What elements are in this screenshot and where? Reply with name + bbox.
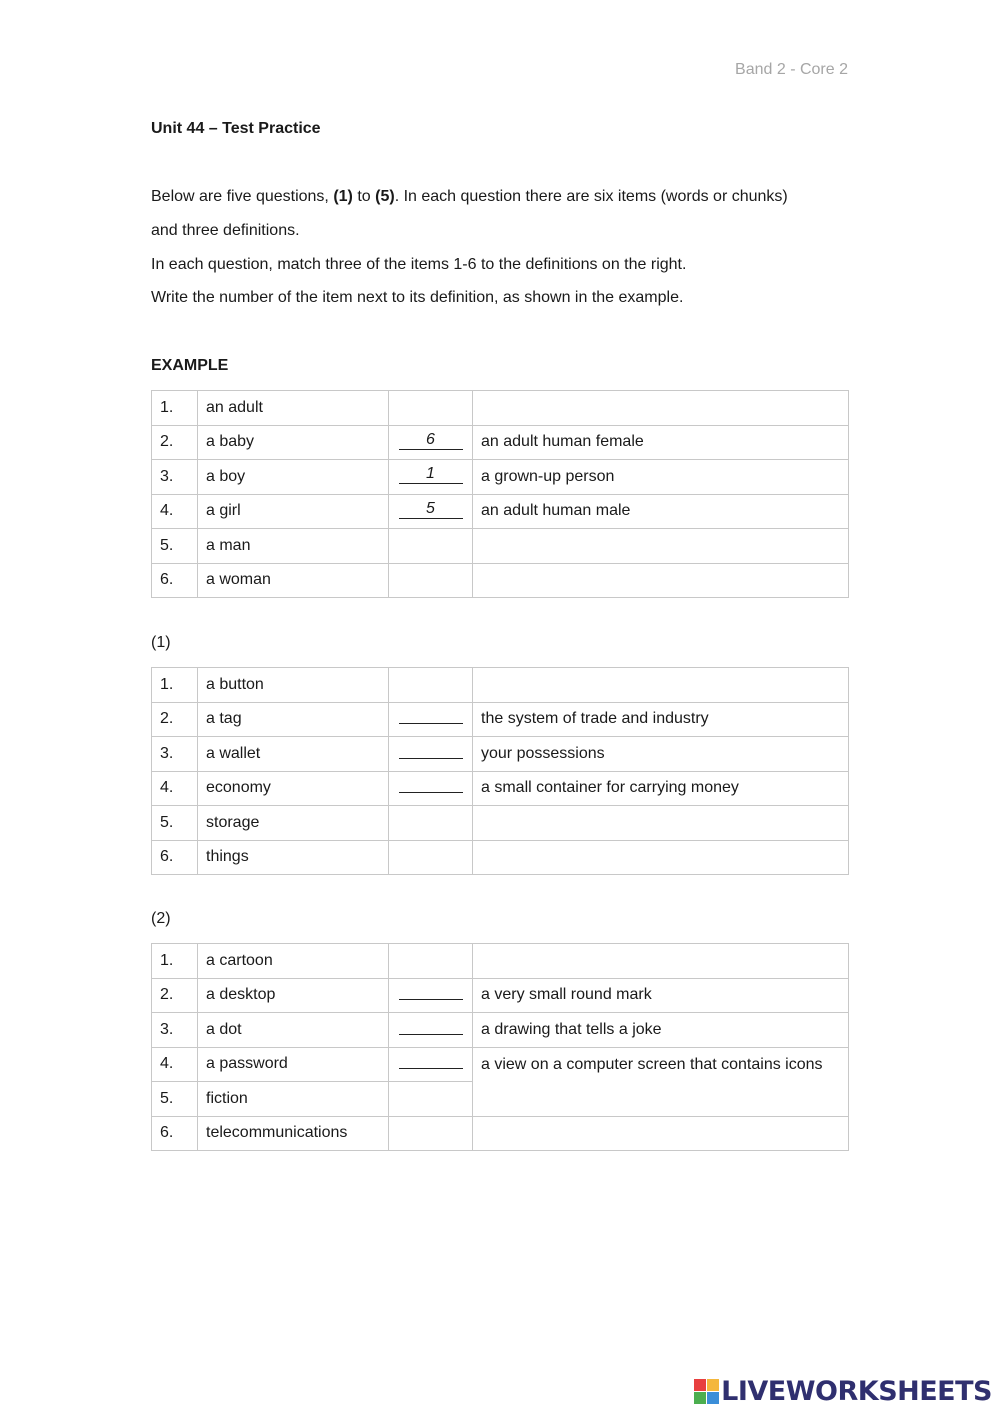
definition-text: a view on a computer screen that contains icons — [473, 1047, 849, 1116]
item-text: a dot — [198, 1013, 389, 1048]
item-text: a cartoon — [198, 944, 389, 979]
logo-square — [707, 1379, 719, 1391]
question-2-table — [151, 943, 849, 1151]
answer-cell — [389, 702, 473, 737]
answer-cell — [389, 737, 473, 772]
item-text: things — [198, 840, 389, 875]
definition-text — [473, 944, 849, 979]
item-number: 6. — [152, 840, 198, 875]
answer-input[interactable] — [399, 705, 463, 724]
question-1-label: (1) — [151, 634, 171, 651]
item-text: a girl — [198, 494, 389, 529]
item-text: a tag — [198, 702, 389, 737]
table-row — [152, 494, 849, 529]
item-number: 5. — [152, 529, 198, 564]
item-text: a button — [198, 668, 389, 703]
item-number: 4. — [152, 1047, 198, 1082]
question-1-table — [151, 667, 849, 875]
item-text: a woman — [198, 563, 389, 598]
instruction-line-1: Below are five questions, (1) to (5). In each question there are six items (words or chunks) — [151, 188, 788, 205]
answer-cell — [389, 668, 473, 703]
item-number: 3. — [152, 1013, 198, 1048]
logo-square — [707, 1392, 719, 1404]
example-answer: 6 — [399, 431, 463, 450]
definition-text: an adult human female — [473, 425, 849, 460]
answer-cell — [389, 840, 473, 875]
logo-text: LIVEWORKSHEETS — [721, 1376, 992, 1407]
answer-cell — [389, 563, 473, 598]
answer-cell — [389, 529, 473, 564]
item-number: 5. — [152, 1082, 198, 1117]
item-text: a man — [198, 529, 389, 564]
answer-cell — [389, 1082, 473, 1117]
definition-text — [473, 806, 849, 841]
definition-text: your possessions — [473, 737, 849, 772]
example-answer: 1 — [399, 465, 463, 484]
definition-text — [473, 529, 849, 564]
definition-text: a very small round mark — [473, 978, 849, 1013]
definition-text: a small container for carrying money — [473, 771, 849, 806]
instruction-line-3: In each question, match three of the items 1-6 to the definitions on the right. — [151, 256, 687, 273]
answer-cell — [389, 425, 473, 460]
item-number: 1. — [152, 391, 198, 426]
question-2-label: (2) — [151, 910, 171, 927]
item-text: fiction — [198, 1082, 389, 1117]
answer-input[interactable] — [399, 740, 463, 759]
item-number: 6. — [152, 563, 198, 598]
answer-cell — [389, 460, 473, 495]
example-answer: 5 — [399, 500, 463, 519]
logo-square — [694, 1379, 706, 1391]
definition-text — [473, 1116, 849, 1151]
answer-cell — [389, 1116, 473, 1151]
item-number: 4. — [152, 494, 198, 529]
table-row — [152, 460, 849, 495]
table-row — [152, 1116, 849, 1151]
definition-text: an adult human male — [473, 494, 849, 529]
answer-input[interactable] — [399, 981, 463, 1000]
item-text: economy — [198, 771, 389, 806]
answer-cell — [389, 978, 473, 1013]
example-label: EXAMPLE — [151, 357, 229, 374]
answer-cell — [389, 944, 473, 979]
answer-cell — [389, 1013, 473, 1048]
item-number: 3. — [152, 737, 198, 772]
answer-input[interactable] — [399, 1050, 463, 1069]
answer-cell — [389, 806, 473, 841]
instruction-line-2: and three definitions. — [151, 222, 300, 239]
answer-cell — [389, 391, 473, 426]
table-row — [152, 978, 849, 1013]
item-number: 2. — [152, 425, 198, 460]
item-text: a boy — [198, 460, 389, 495]
item-number: 4. — [152, 771, 198, 806]
table-row — [152, 737, 849, 772]
item-text: an adult — [198, 391, 389, 426]
definition-text — [473, 840, 849, 875]
item-text: telecommunications — [198, 1116, 389, 1151]
logo-icon — [694, 1379, 719, 1404]
item-text: a wallet — [198, 737, 389, 772]
answer-cell — [389, 771, 473, 806]
item-number: 1. — [152, 944, 198, 979]
instruction-line-4: Write the number of the item next to its definition, as shown in the example. — [151, 289, 684, 306]
definition-text: the system of trade and industry — [473, 702, 849, 737]
table-row — [152, 1013, 849, 1048]
answer-input[interactable] — [399, 1016, 463, 1035]
definition-text: a drawing that tells a joke — [473, 1013, 849, 1048]
item-number: 3. — [152, 460, 198, 495]
table-row — [152, 944, 849, 979]
table-row — [152, 425, 849, 460]
item-number: 6. — [152, 1116, 198, 1151]
item-text: a desktop — [198, 978, 389, 1013]
logo-square — [694, 1392, 706, 1404]
table-row — [152, 702, 849, 737]
page-title: Unit 44 – Test Practice — [151, 120, 321, 137]
answer-cell — [389, 1047, 473, 1082]
item-text: storage — [198, 806, 389, 841]
table-row — [152, 668, 849, 703]
table-row — [152, 840, 849, 875]
item-number: 2. — [152, 978, 198, 1013]
table-row — [152, 529, 849, 564]
example-table — [151, 390, 849, 598]
table-row — [152, 391, 849, 426]
definition-text — [473, 563, 849, 598]
definition-text: a grown-up person — [473, 460, 849, 495]
definition-text — [473, 391, 849, 426]
header-band-label: Band 2 - Core 2 — [735, 61, 848, 78]
liveworksheets-logo[interactable] — [694, 1376, 992, 1407]
answer-cell — [389, 494, 473, 529]
item-text: a baby — [198, 425, 389, 460]
item-number: 1. — [152, 668, 198, 703]
table-row — [152, 1047, 849, 1082]
table-row — [152, 771, 849, 806]
item-number: 2. — [152, 702, 198, 737]
definition-text — [473, 668, 849, 703]
item-text: a password — [198, 1047, 389, 1082]
answer-input[interactable] — [399, 774, 463, 793]
item-number: 5. — [152, 806, 198, 841]
table-row — [152, 806, 849, 841]
table-row — [152, 563, 849, 598]
